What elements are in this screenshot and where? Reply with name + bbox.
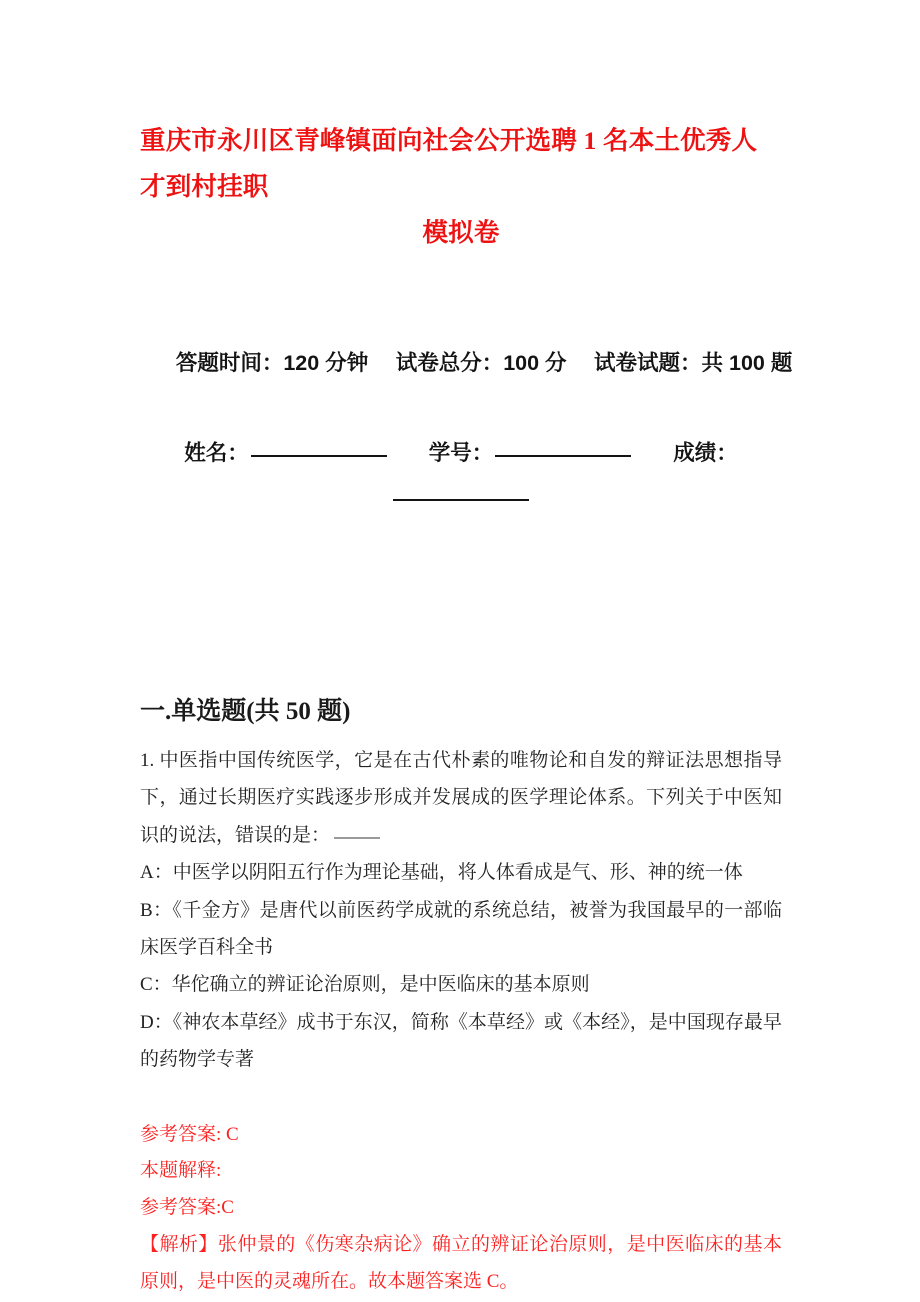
score-blank-field[interactable] <box>393 499 529 501</box>
exam-question-count: 试卷试题：共 100 题 <box>594 351 793 375</box>
name-label: 姓名： <box>184 441 249 465</box>
answer-spacer <box>140 1079 782 1117</box>
explanation-label: 本题解释: <box>140 1160 222 1182</box>
examinee-identity-row <box>140 430 782 520</box>
score-label: 成绩： <box>673 441 738 465</box>
option-b[interactable]: B：《千金方》是唐代以前医药学成就的系统总结，被誉为我国最早的一部临床医学百科全书 <box>140 899 782 959</box>
page-content <box>140 0 793 1300</box>
exam-total-score: 试卷总分：100 分 <box>395 351 567 375</box>
reference-answer-repeat: 参考答案:C <box>140 1196 234 1218</box>
explanation-text: 【解析】张仲景的《伤寒杂病论》确立的辨证论治原则，是中医临床的基本原则，是中医的灵魂所在。故本题答案选 C。 <box>140 1234 782 1293</box>
exam-duration: 答题时间：120 分钟 <box>175 351 369 375</box>
option-c[interactable]: C：华佗确立的辨证论治原则，是中医临床的基本原则 <box>140 974 590 996</box>
option-d[interactable]: D：《神农本草经》成书于东汉，简称《本草经》或《本经》，是中国现存最早的药物学专著 <box>140 1011 782 1071</box>
name-blank-field[interactable] <box>251 455 387 457</box>
option-a[interactable]: A：中医学以阴阳五行作为理论基础，将人体看成是气、形、神的统一体 <box>140 862 743 884</box>
header-body-spacer <box>140 520 782 692</box>
page-title-line-2: 模拟卷 <box>422 218 500 247</box>
question-stem <box>140 742 782 854</box>
student-id-label: 学号： <box>428 441 494 465</box>
question-stem-text: 1. 中医指中国传统医学，它是在古代朴素的唯物论和自发的辩证法思想指导下，通过长期医疗实践逐步形成并发展成的医学理论体系。下列关于中医知识的说法，错误的是： <box>140 750 782 846</box>
section-heading: 一.单选题(共 50 题) <box>140 698 351 725</box>
question-answer-blank[interactable] <box>334 837 380 839</box>
score-blank-line <box>140 474 782 520</box>
page-title-line-1: 重庆市永川区青峰镇面向社会公开选聘 1 名本土优秀人才到村挂职 <box>140 126 758 201</box>
page-title <box>140 0 782 256</box>
student-id-blank-field[interactable] <box>495 455 631 457</box>
exam-meta-row <box>140 312 793 414</box>
reference-answer: 参考答案: C <box>140 1123 239 1145</box>
